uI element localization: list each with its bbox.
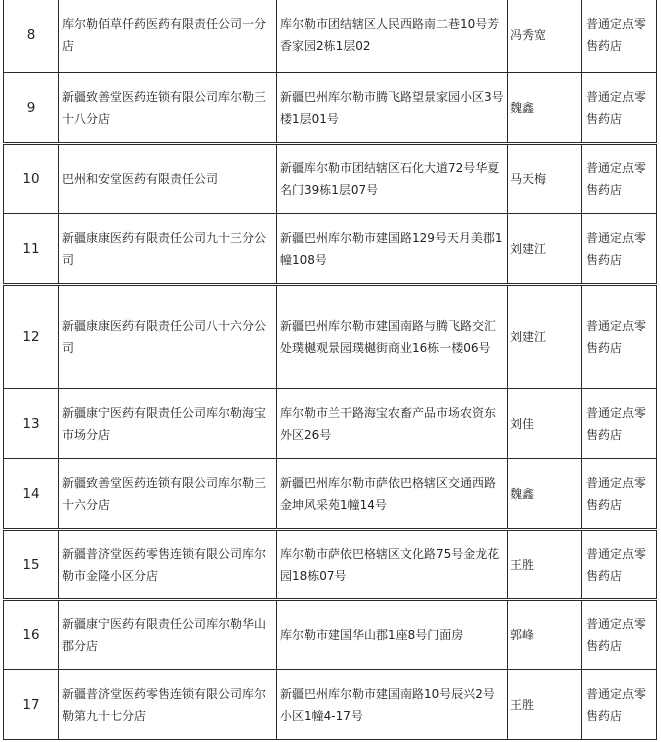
store-address: 新疆巴州库尔勒市萨依巴格辖区交通西路金坤风采苑1幢14号 bbox=[277, 459, 508, 530]
row-number: 15 bbox=[4, 530, 59, 600]
row-number: 11 bbox=[4, 214, 59, 285]
responsible-person: 王胜 bbox=[508, 530, 582, 600]
table-row bbox=[4, 530, 657, 600]
table-row bbox=[4, 144, 657, 214]
responsible-person: 王胜 bbox=[508, 670, 582, 740]
table-row bbox=[4, 600, 657, 670]
store-name: 新疆致善堂医药连锁有限公司库尔勒三十八分店 bbox=[59, 73, 277, 144]
store-name: 新疆普济堂医药零售连锁有限公司库尔勒第九十七分店 bbox=[59, 670, 277, 740]
store-address: 新疆巴州库尔勒市建国南路10号辰兴2号小区1幢4-17号 bbox=[277, 670, 508, 740]
row-number: 17 bbox=[4, 670, 59, 740]
table-row bbox=[4, 214, 657, 285]
store-address: 新疆巴州库尔勒市建国路129号天月美郡1幢108号 bbox=[277, 214, 508, 285]
store-name: 新疆致善堂医药连锁有限公司库尔勒三十六分店 bbox=[59, 459, 277, 530]
responsible-person: 马天梅 bbox=[508, 144, 582, 214]
store-type: 普通定点零售药店 bbox=[582, 214, 657, 285]
store-name: 新疆康康医药有限责任公司九十三分公司 bbox=[59, 214, 277, 285]
store-address: 库尔勒市萨依巴格辖区文化路75号金龙花园18栋07号 bbox=[277, 530, 508, 600]
store-type: 普通定点零售药店 bbox=[582, 144, 657, 214]
store-type: 普通定点零售药店 bbox=[582, 0, 657, 73]
store-address: 库尔勒市团结辖区人民西路南二巷10号芳香家园2栋1层02 bbox=[277, 0, 508, 73]
table-row bbox=[4, 670, 657, 740]
store-type: 普通定点零售药店 bbox=[582, 285, 657, 389]
store-name: 新疆康宁医药有限责任公司库尔勒海宝市场分店 bbox=[59, 389, 277, 459]
row-number: 14 bbox=[4, 459, 59, 530]
responsible-person: 魏鑫 bbox=[508, 459, 582, 530]
table-row bbox=[4, 73, 657, 144]
responsible-person: 刘建江 bbox=[508, 285, 582, 389]
store-address: 新疆库尔勒市团结辖区石化大道72号华夏名门39栋1层07号 bbox=[277, 144, 508, 214]
table-row bbox=[4, 459, 657, 530]
table-row bbox=[4, 285, 657, 389]
responsible-person: 刘建江 bbox=[508, 214, 582, 285]
store-type: 普通定点零售药店 bbox=[582, 600, 657, 670]
row-number: 8 bbox=[4, 0, 59, 73]
store-address: 新疆巴州库尔勒市建国南路与腾飞路交汇处璞樾观景园璞樾街商业16栋一楼06号 bbox=[277, 285, 508, 389]
row-number: 16 bbox=[4, 600, 59, 670]
store-address: 库尔勒市建国华山郡1座8号门面房 bbox=[277, 600, 508, 670]
store-name: 库尔勒佰草仟药医药有限责任公司一分店 bbox=[59, 0, 277, 73]
row-number: 12 bbox=[4, 285, 59, 389]
table-row bbox=[4, 0, 657, 73]
row-number: 10 bbox=[4, 144, 59, 214]
pharmacy-table bbox=[3, 0, 657, 740]
store-name: 新疆康宁医药有限责任公司库尔勒华山郡分店 bbox=[59, 600, 277, 670]
responsible-person: 刘佳 bbox=[508, 389, 582, 459]
store-type: 普通定点零售药店 bbox=[582, 73, 657, 144]
table-row bbox=[4, 389, 657, 459]
store-type: 普通定点零售药店 bbox=[582, 530, 657, 600]
responsible-person: 郭峰 bbox=[508, 600, 582, 670]
store-address: 库尔勒市兰干路海宝农畜产品市场农资东外区26号 bbox=[277, 389, 508, 459]
responsible-person: 魏鑫 bbox=[508, 73, 582, 144]
store-name: 巴州和安堂医药有限责任公司 bbox=[59, 144, 277, 214]
store-type: 普通定点零售药店 bbox=[582, 459, 657, 530]
row-number: 13 bbox=[4, 389, 59, 459]
store-name: 新疆普济堂医药零售连锁有限公司库尔勒市金隆小区分店 bbox=[59, 530, 277, 600]
row-number: 9 bbox=[4, 73, 59, 144]
store-type: 普通定点零售药店 bbox=[582, 389, 657, 459]
store-name: 新疆康康医药有限责任公司八十六分公司 bbox=[59, 285, 277, 389]
store-type: 普通定点零售药店 bbox=[582, 670, 657, 740]
store-address: 新疆巴州库尔勒市腾飞路望景家园小区3号楼1层01号 bbox=[277, 73, 508, 144]
responsible-person: 冯秀宽 bbox=[508, 0, 582, 73]
